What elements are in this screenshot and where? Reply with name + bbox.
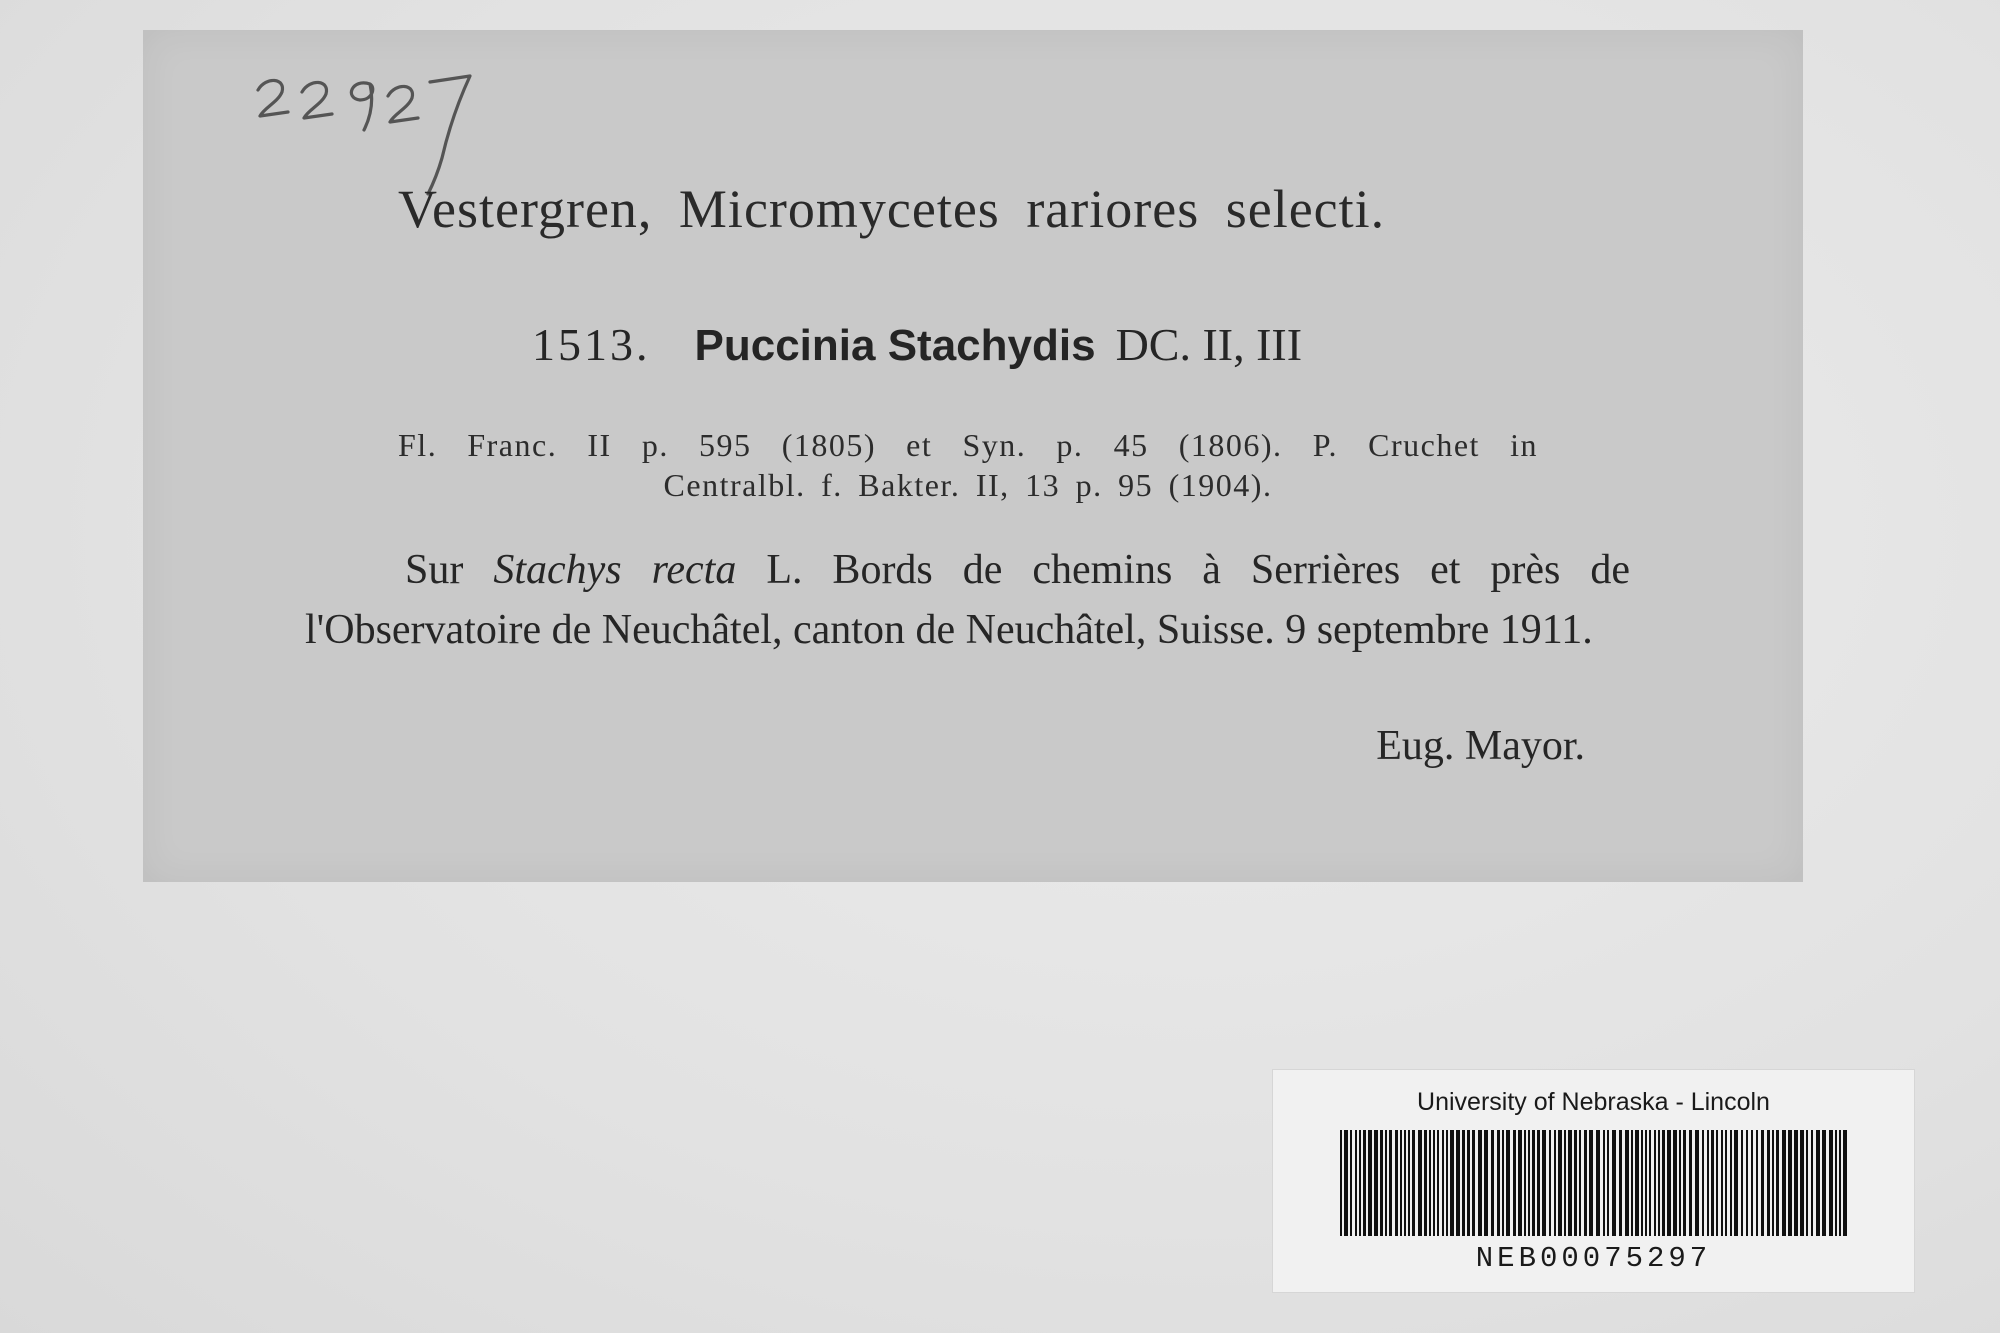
barcode-bar [1673, 1130, 1677, 1236]
locality-prefix: Sur [405, 547, 464, 593]
barcode-bar [1631, 1130, 1633, 1236]
barcode-bar [1679, 1130, 1681, 1236]
exsiccata-number: 1513. [532, 319, 651, 370]
barcode-bar [1344, 1130, 1348, 1236]
barcode-bar [1776, 1130, 1779, 1236]
locality-description [305, 540, 1630, 660]
barcode-bar [1772, 1130, 1774, 1236]
barcode-bar [1524, 1130, 1526, 1236]
barcode-bar [1822, 1130, 1826, 1236]
barcode-bar [1746, 1130, 1748, 1236]
barcode-bar [1794, 1130, 1798, 1236]
barcode-bar [1433, 1130, 1435, 1236]
barcode-bar [1542, 1130, 1546, 1236]
barcode-bar [1564, 1130, 1566, 1236]
barcode-bar [1359, 1130, 1361, 1236]
barcode-bar [1502, 1130, 1504, 1236]
barcode-bar [1725, 1130, 1727, 1236]
barcode-bar [1816, 1130, 1820, 1236]
barcode-bar [1625, 1130, 1629, 1236]
barcode-bar [1442, 1130, 1444, 1236]
barcode-bar [1424, 1130, 1427, 1236]
barcode-bar [1404, 1130, 1406, 1236]
barcode-bar [1368, 1130, 1372, 1236]
barcode-bar [1607, 1130, 1609, 1236]
barcode-bar [1446, 1130, 1448, 1236]
barcode-bar [1702, 1130, 1704, 1236]
barcode-bar [1761, 1130, 1764, 1236]
barcode-bar [1658, 1130, 1660, 1236]
barcode-bar [1635, 1130, 1639, 1236]
barcode-institution: University of Nebraska - Lincoln [1417, 1088, 1770, 1116]
barcode-bar [1568, 1130, 1572, 1236]
barcode-bar [1418, 1130, 1422, 1236]
barcode-bar [1721, 1130, 1723, 1236]
barcode-graphic [1340, 1130, 1848, 1236]
barcode-bar [1689, 1130, 1692, 1236]
barcode-bar [1574, 1130, 1577, 1236]
barcode-bar [1695, 1130, 1699, 1236]
barcode-bar [1355, 1130, 1357, 1236]
barcode-bar [1513, 1130, 1516, 1236]
barcode-bar [1829, 1130, 1833, 1236]
taxon-author-stage: DC. II, III [1115, 319, 1303, 370]
barcode-bar [1408, 1130, 1410, 1236]
barcode-bar [1450, 1130, 1454, 1236]
barcode-bar [1363, 1130, 1366, 1236]
barcode-bar [1429, 1130, 1431, 1236]
barcode-bar [1667, 1130, 1671, 1236]
barcode-bar [1549, 1130, 1551, 1236]
barcode-bar [1395, 1130, 1398, 1236]
barcode-bar [1584, 1130, 1587, 1236]
barcode-bar [1518, 1130, 1522, 1236]
citation-line-1: Fl. Franc. II p. 595 (1805) et Syn. p. 45 (1806). P. Cruchet in [398, 427, 1538, 463]
barcode-bar [1596, 1130, 1600, 1236]
barcode-bar [1649, 1130, 1651, 1236]
barcode-bar [1800, 1130, 1804, 1236]
barcode-bar [1412, 1130, 1415, 1236]
series-title: Vestergren, Micromycetes rariores selecti. [398, 179, 1386, 239]
barcode-bar [1558, 1130, 1562, 1236]
barcode-bar [1478, 1130, 1482, 1236]
locality-text: L. Bords de chemins à Serrières et près de l'Observatoire de Neuchâtel, canton de Neuchâtel, Suisse. 9 septembre 1911. [305, 547, 1630, 653]
barcode-bar [1741, 1130, 1743, 1236]
barcode-bar [1537, 1130, 1540, 1236]
barcode-bar [1340, 1130, 1342, 1236]
barcode-bar [1811, 1130, 1813, 1236]
barcode-bar [1835, 1130, 1837, 1236]
barcode-bar [1484, 1130, 1488, 1236]
barcode-bar [1467, 1130, 1470, 1236]
citation-line-2: Centralbl. f. Bakter. II, 13 p. 95 (1904). [663, 467, 1273, 503]
barcode-bar [1683, 1130, 1686, 1236]
taxon-line [532, 318, 1532, 371]
barcode-bar [1641, 1130, 1643, 1236]
barcode-bar [1662, 1130, 1665, 1236]
literature-citation [398, 425, 1538, 505]
barcode-bar [1711, 1130, 1714, 1236]
barcode-bar [1730, 1130, 1732, 1236]
barcode-bar [1456, 1130, 1460, 1236]
barcode-bar [1716, 1130, 1718, 1236]
barcode-bar [1767, 1130, 1770, 1236]
barcode-bar [1654, 1130, 1656, 1236]
barcode-bar [1497, 1130, 1500, 1236]
barcode-bar [1389, 1130, 1392, 1236]
barcode-bar [1437, 1130, 1439, 1236]
barcode-bar [1788, 1130, 1792, 1236]
barcode-bar [1374, 1130, 1378, 1236]
barcode-bars [1340, 1130, 1848, 1236]
barcode-bar [1385, 1130, 1387, 1236]
host-name: Stachys recta [493, 547, 737, 593]
barcode-bar [1554, 1130, 1556, 1236]
barcode-bar [1380, 1130, 1383, 1236]
barcode-bar [1645, 1130, 1647, 1236]
barcode-bar [1506, 1130, 1510, 1236]
barcode-bar [1751, 1130, 1753, 1236]
barcode-bar [1400, 1130, 1402, 1236]
barcode-bar [1532, 1130, 1535, 1236]
barcode-bar [1589, 1130, 1593, 1236]
barcode-bar [1491, 1130, 1494, 1236]
barcode-bar [1619, 1130, 1622, 1236]
barcode-bar [1462, 1130, 1465, 1236]
collector-name: Eug. Mayor. [1376, 723, 1585, 769]
barcode-bar [1350, 1130, 1352, 1236]
barcode-bar [1839, 1130, 1841, 1236]
barcode-bar [1843, 1130, 1847, 1236]
barcode-bar [1612, 1130, 1616, 1236]
barcode-bar [1472, 1130, 1475, 1236]
taxon-name: Puccinia Stachydis [694, 321, 1096, 370]
barcode-bar [1603, 1130, 1605, 1236]
barcode-bar [1806, 1130, 1808, 1236]
barcode-bar [1756, 1130, 1758, 1236]
barcode-bar [1707, 1130, 1709, 1236]
barcode-number: NEB00075297 [1475, 1242, 1712, 1275]
barcode-bar [1734, 1130, 1738, 1236]
barcode-label [1272, 1069, 1915, 1293]
barcode-bar [1782, 1130, 1786, 1236]
barcode-bar [1579, 1130, 1581, 1236]
barcode-bar [1528, 1130, 1530, 1236]
